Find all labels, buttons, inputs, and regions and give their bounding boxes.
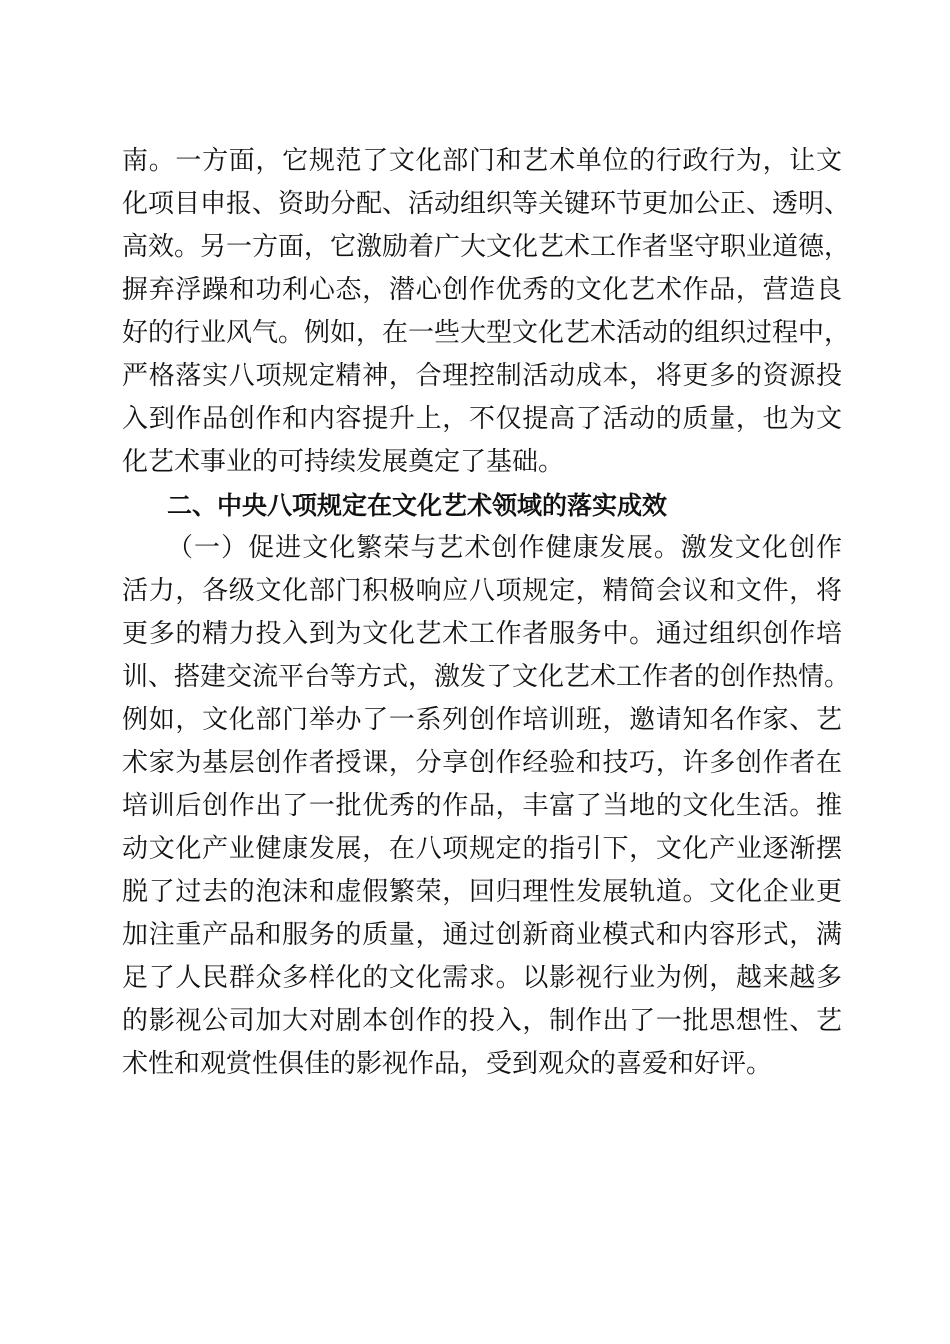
- paragraph-line: 南。一方面，它规范了文化部门和艺术单位的行政行为，让文: [122, 146, 842, 176]
- paragraph-line: 足了人民群众多样化的文化需求。以影视行业为例，越来越多: [122, 963, 842, 993]
- paragraph-line: 好的行业风气。例如，在一些大型文化艺术活动的组织过程中，: [122, 318, 851, 348]
- paragraph-line: 训、搭建交流平台等方式，激发了文化艺术工作者的创作热情。: [122, 662, 851, 692]
- paragraph-line: 加注重产品和服务的质量，通过创新商业模式和内容形式，满: [122, 920, 842, 950]
- paragraph-line: 例如，文化部门举办了一系列创作培训班，邀请知名作家、艺: [122, 705, 842, 735]
- paragraph-line: 培训后创作出了一批优秀的作品，丰富了当地的文化生活。推: [122, 791, 842, 821]
- paragraph-line: 化项目申报、资助分配、活动组织等关键环节更加公正、透明、: [122, 189, 851, 219]
- paragraph-line: （一）促进文化繁荣与艺术创作健康发展。激发文化创作: [167, 533, 842, 563]
- paragraph-line: 的影视公司加大对剧本创作的投入，制作出了一批思想性、艺: [122, 1006, 842, 1036]
- paragraph-line: 活力，各级文化部门积极响应八项规定，精简会议和文件，将: [122, 576, 842, 606]
- paragraph-line: 化艺术事业的可持续发展奠定了基础。: [122, 447, 565, 477]
- paragraph-line: 严格落实八项规定精神，合理控制活动成本，将更多的资源投: [122, 361, 842, 391]
- paragraph-line: 高效。另一方面，它激励着广大文化艺术工作者坚守职业道德，: [122, 232, 851, 262]
- paragraph-line: 入到作品创作和内容提升上，不仅提高了活动的质量，也为文: [122, 404, 842, 434]
- section-heading: 二、中央八项规定在文化艺术领域的落实成效: [167, 491, 668, 520]
- paragraph-line: 术性和观赏性俱佳的影视作品，受到观众的喜爱和好评。: [122, 1049, 773, 1079]
- paragraph-line: 脱了过去的泡沫和虚假繁荣，回归理性发展轨道。文化企业更: [122, 877, 842, 907]
- document-body: [122, 140, 851, 1086]
- paragraph-line: 摒弃浮躁和功利心态，潜心创作优秀的文化艺术作品，营造良: [122, 275, 842, 305]
- paragraph-line: 术家为基层创作者授课，分享创作经验和技巧，许多创作者在: [122, 748, 842, 778]
- paragraph-line: 动文化产业健康发展，在八项规定的指引下，文化产业逐渐摆: [122, 834, 842, 864]
- paragraph-line: 更多的精力投入到为文化艺术工作者服务中。通过组织创作培: [122, 619, 842, 649]
